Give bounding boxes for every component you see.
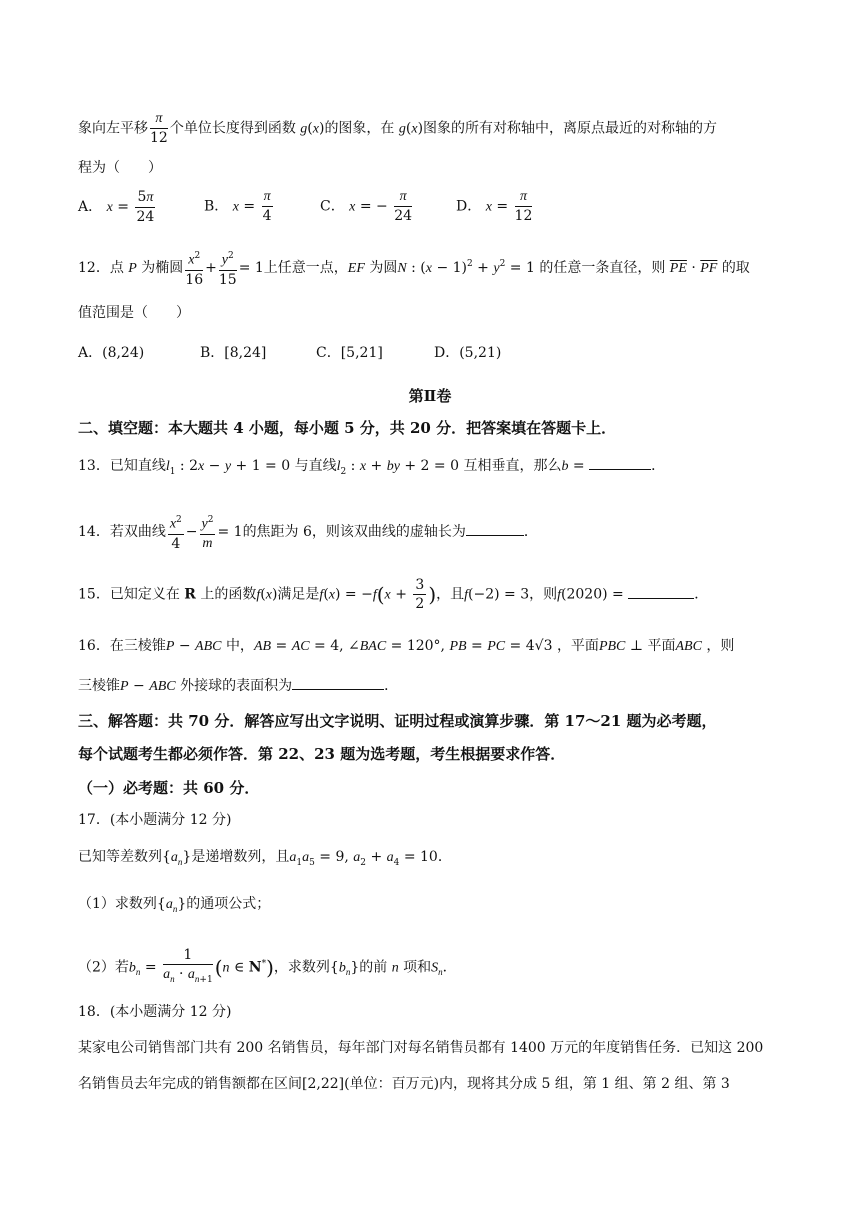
q11-line1: 象向左平移 $\frac{\pi}{12}$ 个单位长度得到函数 g(x)的图象，在 g(x)图象的所有对称轴中，离原点最近的对称轴的方 xyxy=(78,111,718,146)
q14: 14．若双曲线 $\frac{x^2}{4}$ − $\frac{y^2}{m}$ = 1的焦距为 6，则该双曲线的虚轴长为 ． xyxy=(78,511,538,553)
section3-heading-line1: 三、解答题：共 70 分．解答应写出文字说明、证明过程或演算步骤．第 17～21 题为必考题， xyxy=(78,712,717,730)
q11-option-c[interactable]: C． x = − $\frac{\pi}{24}$ xyxy=(320,189,413,224)
q12-line2: 值范围是（ ） xyxy=(78,305,190,321)
q18-line2: 名销售员去年完成的销售额都在区间[2,22](单位：百万元)内，现将其分成 5 组，第 1 组、第 2 组、第 3 xyxy=(78,1076,730,1092)
q15: 15．已知定义在 R 上的函数f(x)满足是f(x) = −f(x + $\frac{3}{2}$ )，且f(−2) = 3，则f(2020) = ． xyxy=(78,577,709,612)
q18-line1: 某家电公司销售部门共有 200 名销售员，每年部门对每名销售员都有 1400 万元的年度销售任务．已知这 200 xyxy=(78,1040,764,1056)
q18-head: 18．(本小题满分 12 分) xyxy=(78,1004,232,1020)
q11-option-b[interactable]: B． x = $\frac{\pi}{4}$ xyxy=(204,189,272,224)
q11-line2: 程为（ ） xyxy=(78,160,162,176)
part2-title: 第Ⅱ卷 xyxy=(408,387,452,405)
q12-option-b[interactable]: B．[8,24] xyxy=(200,345,267,361)
q12-option-c[interactable]: C．[5,21] xyxy=(316,345,383,361)
q17-head: 17．(本小题满分 12 分) xyxy=(78,812,232,828)
required-heading: （一）必考题：共 60 分． xyxy=(78,779,260,797)
q12-option-d[interactable]: D．(5,21) xyxy=(434,345,502,361)
q12-option-a[interactable]: A．(8,24) xyxy=(78,345,145,361)
q17-line1: 已知等差数列$\{a_n\}$是递增数列，且$a_1a_5 = 9$, $a_2 + a_4 = 10$． xyxy=(78,849,452,868)
q11-option-d[interactable]: D． x = $\frac{\pi}{12}$ xyxy=(456,189,533,224)
q17-part2: （2）若$b_n$ = $\frac{1}{a_n \cdot a_{n+1}}$ (n ∈ N*)，求数列$\{b_n\}$的前 n 项和$S_n$． xyxy=(78,947,457,985)
q16-line2: 三棱锥P − ABC 外接球的表面积为 ． xyxy=(78,675,398,697)
section3-heading-line2: 每个试题考生都必须作答．第 22、23 题为选考题，考生根据要求作答． xyxy=(78,745,566,763)
q16-line1: 16．在三棱锥P − ABC 中，AB = AC = 4, ∠BAC = 120°, PB = PC = 4√3 ，平面PBC ⊥ 平面ABC ，则 xyxy=(78,638,735,654)
q17-part1: （1）求数列$\{a_n\}$的通项公式； xyxy=(78,896,271,914)
q13: 13．已知直线$l_1$ : 2x − y + 1 = 0 与直线$l_2$ : x + by + 2 = 0 互相垂直，那么b = ． xyxy=(78,455,665,482)
section2-heading: 二、填空题：本大题共 4 小题，每小题 5 分，共 20 分．把答案填在答题卡上． xyxy=(78,419,617,437)
q12-line1: 12．点 P 为椭圆 $\frac{x^2}{16}$ + $\frac{y^2}{15}$ = 1上任意一点，EF 为圆N : $(x - 1)^2 + y^2 = 1$ 的任意一条直径，则 $\overline{PE} \cdot \overline{PF}$ 的取 xyxy=(78,247,750,289)
q11-option-a[interactable]: A． x = $\frac{5\pi}{24}$ xyxy=(78,189,155,225)
